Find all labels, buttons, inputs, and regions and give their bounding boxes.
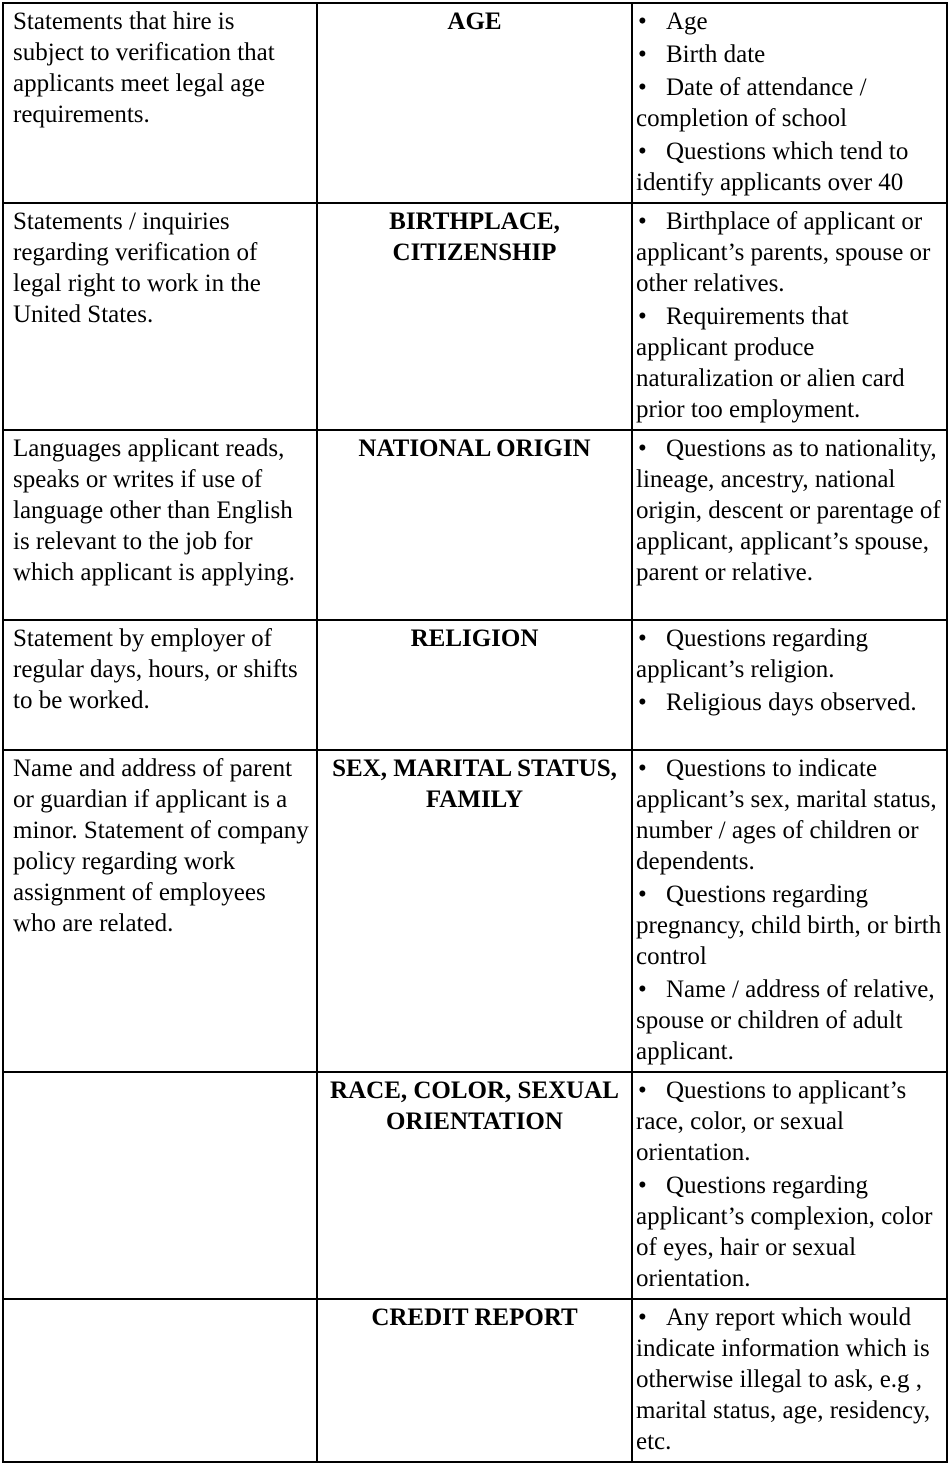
bullet-icon: • xyxy=(638,976,647,1003)
permitted-inquiry-cell xyxy=(3,750,317,1072)
bullet-icon: • xyxy=(638,208,647,235)
list-item xyxy=(636,6,944,37)
permitted-inquiry-cell xyxy=(3,3,317,203)
list-item xyxy=(636,301,944,425)
list-item-text: Questions as to nationality, lineage, ancestry, national origin, descent or parentage of applicant, applicant’s spouse, parent or relative. xyxy=(636,435,941,586)
bullet-icon: • xyxy=(638,1077,647,1104)
category-cell xyxy=(317,203,632,430)
table-row xyxy=(3,3,947,203)
category-label: BIRTHPLACE, CITIZENSHIP xyxy=(389,208,560,266)
bullet-icon: • xyxy=(638,625,647,652)
list-item-text: Requirements that applicant produce naturalization or alien card prior too employment. xyxy=(636,303,905,423)
unlawful-inquiries-cell xyxy=(632,430,947,620)
permitted-inquiry-cell xyxy=(3,1072,317,1299)
hiring-inquiries-table xyxy=(2,2,948,1463)
list-item xyxy=(636,687,944,718)
list-item-text: Name / address of relative, spouse or children of adult applicant. xyxy=(636,976,935,1065)
list-item-text: Religious days observed. xyxy=(666,689,917,716)
category-cell xyxy=(317,3,632,203)
permitted-inquiry-text: Languages applicant reads, speaks or writes if use of language other than English is relevant to the job for which applicant is applying. xyxy=(13,435,295,586)
category-cell xyxy=(317,1299,632,1462)
bullet-icon: • xyxy=(638,8,647,35)
list-item-text: Birthplace of applicant or applicant’s parents, spouse or other relatives. xyxy=(636,208,931,297)
list-item-text: Questions which tend to identify applicants over 40 xyxy=(636,138,909,196)
table-row xyxy=(3,203,947,430)
unlawful-inquiries-cell xyxy=(632,203,947,430)
permitted-inquiry-text: Statements / inquiries regarding verification of legal right to work in the United States. xyxy=(13,208,261,328)
list-item-text: Questions regarding applicant’s complexion, color of eyes, hair or sexual orientation. xyxy=(636,1172,933,1292)
permitted-inquiry-text: Statement by employer of regular days, hours, or shifts to be worked. xyxy=(13,625,298,714)
list-item-text: Birth date xyxy=(666,41,766,68)
list-item xyxy=(636,206,944,299)
permitted-inquiry-cell xyxy=(3,1299,317,1462)
unlawful-inquiries-cell xyxy=(632,1072,947,1299)
table-row xyxy=(3,750,947,1072)
bullet-icon: • xyxy=(638,755,647,782)
bullet-icon: • xyxy=(638,303,647,330)
category-label: AGE xyxy=(447,8,502,35)
bullet-icon: • xyxy=(638,689,647,716)
category-label: NATIONAL ORIGIN xyxy=(358,435,591,462)
bullet-icon: • xyxy=(638,74,647,101)
category-label: CREDIT REPORT xyxy=(371,1304,578,1331)
table-row xyxy=(3,1299,947,1462)
table-body xyxy=(3,3,947,1462)
list-item xyxy=(636,1170,944,1294)
bullet-icon: • xyxy=(638,1304,647,1331)
list-item-text: Any report which would indicate information which is otherwise illegal to ask, e.g , marital status, age, residency, etc. xyxy=(636,1304,931,1455)
category-cell xyxy=(317,430,632,620)
permitted-inquiry-text: Name and address of parent or guardian if applicant is a minor. Statement of company policy regarding work assignment of employees who are related. xyxy=(13,755,309,937)
list-item-text: Questions to indicate applicant’s sex, marital status, number / ages of children or dependents. xyxy=(636,755,937,875)
category-label: RELIGION xyxy=(410,625,539,652)
category-cell xyxy=(317,1072,632,1299)
permitted-inquiry-cell xyxy=(3,430,317,620)
table-row xyxy=(3,620,947,750)
table-row xyxy=(3,1072,947,1299)
list-item xyxy=(636,879,944,972)
list-item-text: Questions regarding pregnancy, child birth, or birth control xyxy=(636,881,942,970)
list-item-text: Age xyxy=(666,8,708,35)
list-item-text: Date of attendance / completion of school xyxy=(636,74,867,132)
list-item-text: Questions to applicant’s race, color, or sexual orientation. xyxy=(636,1077,907,1166)
permitted-inquiry-cell xyxy=(3,620,317,750)
unlawful-inquiries-cell xyxy=(632,750,947,1072)
list-item xyxy=(636,1075,944,1168)
table-row xyxy=(3,430,947,620)
list-item xyxy=(636,136,944,198)
list-item-text: Questions regarding applicant’s religion. xyxy=(636,625,869,683)
permitted-inquiry-text: Statements that hire is subject to verification that applicants meet legal age requirements. xyxy=(13,8,275,128)
bullet-icon: • xyxy=(638,881,647,908)
bullet-icon: • xyxy=(638,1172,647,1199)
category-cell xyxy=(317,750,632,1072)
list-item xyxy=(636,623,944,685)
unlawful-inquiries-cell xyxy=(632,620,947,750)
category-label: SEX, MARITAL STATUS, FAMILY xyxy=(332,755,617,813)
category-label: RACE, COLOR, SEXUAL ORIENTATION xyxy=(330,1077,619,1135)
bullet-icon: • xyxy=(638,138,647,165)
list-item xyxy=(636,974,944,1067)
list-item xyxy=(636,72,944,134)
bullet-icon: • xyxy=(638,435,647,462)
list-item xyxy=(636,433,944,588)
list-item xyxy=(636,753,944,877)
permitted-inquiry-cell xyxy=(3,203,317,430)
list-item xyxy=(636,1302,944,1457)
unlawful-inquiries-cell xyxy=(632,1299,947,1462)
unlawful-inquiries-cell xyxy=(632,3,947,203)
list-item xyxy=(636,39,944,70)
category-cell xyxy=(317,620,632,750)
bullet-icon: • xyxy=(638,41,647,68)
